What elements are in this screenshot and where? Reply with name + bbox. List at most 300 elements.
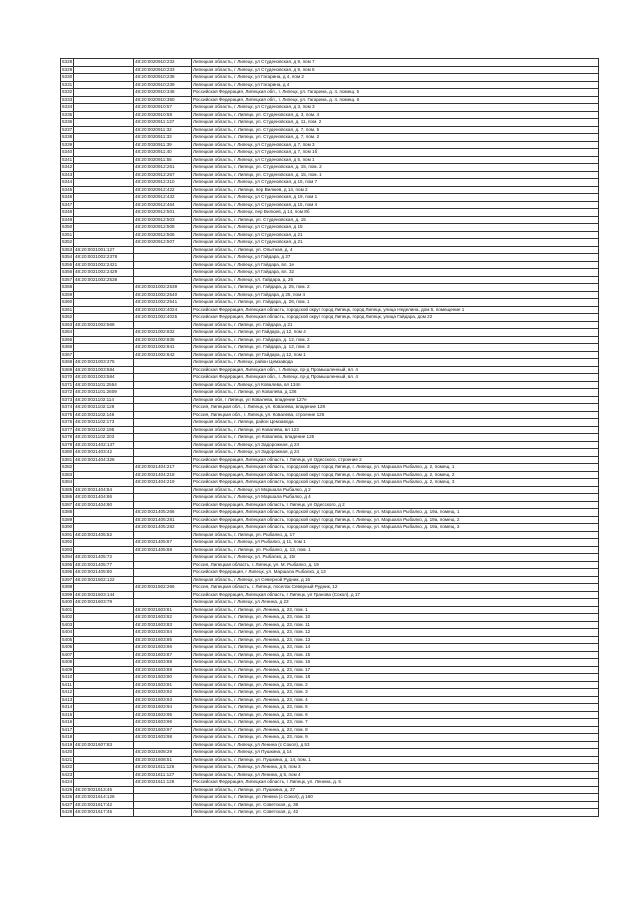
object-number-cell: 48:20:0020912:422	[134, 186, 192, 194]
parcel-number-cell	[74, 344, 134, 352]
parcel-number-cell	[74, 636, 134, 644]
row-number-cell: 5394	[62, 554, 73, 560]
row-number-cell: 5362	[62, 314, 73, 320]
parcel-number-cell	[74, 171, 134, 179]
address-cell: Липецкая область, г Липецк, ул Пушкина, д 14	[192, 749, 599, 757]
table-row	[61, 599, 599, 607]
object-number-cell	[134, 261, 192, 269]
table-row	[61, 209, 599, 217]
object-number-cell: 48:20:0021002:832	[134, 329, 192, 337]
table-row	[61, 531, 599, 539]
object-number-cell	[134, 501, 192, 509]
table-row	[61, 809, 599, 817]
address-cell: Российская Федерация, Липецкая обл., г. Липецк, ул. Гагарина, д. 4, помещ. 5	[192, 89, 599, 97]
parcel-number-cell: 48:20:0021002:2378	[74, 254, 134, 262]
table-row	[61, 224, 599, 232]
parcel-number-cell	[74, 291, 134, 299]
object-number-cell	[134, 561, 192, 569]
table-row	[61, 666, 599, 674]
table-row	[61, 591, 599, 599]
row-number-cell: 5352	[62, 239, 73, 245]
object-number-cell: 48:20:0021603:91	[134, 681, 192, 689]
row-number-cell: 5376	[62, 419, 73, 425]
table-row	[61, 66, 599, 74]
row-number-cell: 5401	[62, 606, 73, 612]
parcel-number-cell	[74, 104, 134, 112]
row-number-cell: 5399	[62, 591, 73, 597]
parcel-number-cell	[74, 179, 134, 187]
parcel-number-cell	[74, 464, 134, 472]
object-number-cell: 48:20:0020910:238	[134, 74, 192, 82]
object-number-cell: 48:20:0020912:507	[134, 239, 192, 247]
address-cell: Липецкая область, г. Липецк, ул. Советская, д. 36	[192, 801, 599, 809]
table-row	[61, 651, 599, 659]
address-cell: Липецкая область, г. Липецк, ул. Ленина, д. 23, пом. 10	[192, 614, 599, 622]
parcel-number-cell	[74, 186, 134, 194]
table-row	[61, 351, 599, 359]
object-number-cell	[134, 786, 192, 794]
parcel-number-cell	[74, 711, 134, 719]
parcel-number-cell	[74, 719, 134, 727]
row-number-cell: 5337	[62, 126, 73, 132]
address-cell: Липецкая область, г. Липецк, ул Ленина (с Сокол), д 160	[192, 794, 599, 802]
parcel-number-cell	[74, 666, 134, 674]
parcel-number-cell: 48:20:0021003:584	[74, 374, 134, 382]
row-number-cell: 5388	[62, 509, 73, 515]
table-row	[61, 411, 599, 419]
parcel-number-cell: 48:20:0021404:90	[74, 501, 134, 509]
table-row	[61, 306, 599, 314]
parcel-number-cell: 48:20:0021603:79	[74, 599, 134, 607]
address-cell: Липецкая область, г. Липецк, ул. Гайдара, д. 26, пом. 1	[192, 299, 599, 307]
object-number-cell: 48:20:0021603:97	[134, 726, 192, 734]
row-number-cell: 5400	[62, 599, 73, 605]
table-row	[61, 434, 599, 442]
table-row	[61, 156, 599, 164]
object-number-cell: 48:20:0020912:501	[134, 209, 192, 217]
row-number-cell: 5345	[62, 186, 73, 192]
table-row	[61, 479, 599, 487]
parcel-number-cell	[74, 629, 134, 637]
parcel-number-cell	[74, 194, 134, 202]
table-row	[61, 299, 599, 307]
address-cell: Липецкая область, г Липецк, ул Ленина, д 5, пом 4	[192, 771, 599, 779]
address-cell: Липецкая область, г Липецк, ул Задорожная, д 24	[192, 441, 599, 449]
table-row	[61, 509, 599, 517]
parcel-number-cell	[74, 59, 134, 67]
table-row	[61, 111, 599, 119]
row-number-cell: 5403	[62, 621, 73, 627]
address-cell: Липецкая область, г Липецк, ул Студеновская, д 9, пом 7	[192, 59, 599, 67]
address-cell: Российская Федерация, Липецкая область, г Липецк, ул Одесского, д 2	[192, 501, 599, 509]
table-row	[61, 419, 599, 427]
row-number-cell: 5365	[62, 336, 73, 342]
row-number-cell: 5332	[62, 89, 73, 95]
parcel-number-cell	[74, 351, 134, 359]
table-row	[61, 359, 599, 367]
object-number-cell	[134, 269, 192, 277]
object-number-cell: 48:20:0021611:127	[134, 771, 192, 779]
object-number-cell: 48:20:0021603:81	[134, 606, 192, 614]
address-cell: Липецкая область, г Липецк, пер Вилюев, д 14, пом 8б	[192, 209, 599, 217]
row-number-cell: 5366	[62, 344, 73, 350]
address-cell: Липецкая область, г. Липецк, ул. Студеновская, д. 11, пом. 2	[192, 119, 599, 127]
address-cell: Липецкая область, г Липецк, ул Студеновская, д 19, пом 1	[192, 194, 599, 202]
row-number-cell: 5421	[62, 756, 73, 762]
address-cell: Российская Федерация, Липецкая область, г Липецк, ул Одесского, строение 2	[192, 456, 599, 464]
parcel-number-cell	[74, 284, 134, 292]
table-row	[61, 569, 599, 577]
table-row	[61, 246, 599, 254]
address-cell: Российская Федерация, Липецкая область, городской округ город Липецк, г. Липецк, ул. Маршала Рыбалко, д. 19а, помещ. 1	[192, 509, 599, 517]
object-number-cell: 48:20:0021603:82	[134, 614, 192, 622]
object-number-cell: 48:20:0021002:842	[134, 351, 192, 359]
parcel-number-cell	[74, 164, 134, 172]
address-cell: Липецкая область, г. Липецк, ул Ковалева, д 136	[192, 389, 599, 397]
parcel-number-cell	[74, 726, 134, 734]
parcel-number-cell	[74, 141, 134, 149]
object-number-cell: 48:20:0020912:464	[134, 201, 192, 209]
row-number-cell: 5397	[62, 576, 73, 582]
address-cell: Липецкая обл, г Липецк, ул Ковалева, владение 127е	[192, 396, 599, 404]
object-number-cell	[134, 494, 192, 502]
object-number-cell: 48:20:0020910:58	[134, 111, 192, 119]
address-cell: Липецкая область, г Липецк, ул Ленина (с Сокол), д 53	[192, 741, 599, 749]
object-number-cell: 48:20:0021603:83	[134, 621, 192, 629]
address-cell: Липецкая область, г. Липецк, ул. Ленина, д. 23, пом. 18	[192, 674, 599, 682]
address-cell: Липецкая область, г Липецк, район Цемзавода	[192, 359, 599, 367]
row-number-cell: 5391	[62, 531, 73, 537]
object-number-cell: 48:20:0020910:348	[134, 89, 192, 97]
object-number-cell	[134, 599, 192, 607]
table-row	[61, 381, 599, 389]
parcel-number-cell	[74, 111, 134, 119]
address-cell: Липецкая область, г. Липецк, ул. Ленина, д. 23, пом. 4	[192, 696, 599, 704]
row-number-cell: 5339	[62, 141, 73, 147]
row-number-cell: 5348	[62, 209, 73, 215]
row-number-cell: 5372	[62, 389, 73, 395]
table-row	[61, 704, 599, 712]
address-cell: Российская Федерация, Липецкая область, г Липецк, ул Гранова (Сокол), д 17	[192, 591, 599, 599]
parcel-number-cell	[74, 96, 134, 104]
row-number-cell: 5373	[62, 396, 73, 402]
table-row	[61, 689, 599, 697]
row-number-cell: 5368	[62, 359, 73, 365]
object-number-cell	[134, 794, 192, 802]
address-cell: Липецкая область, г. Липецк, ул. Пушкина, д. 14, пом. 1	[192, 756, 599, 764]
table-row	[61, 374, 599, 382]
parcel-number-cell	[74, 606, 134, 614]
object-number-cell: 48:20:0021404:217	[134, 464, 192, 472]
row-number-cell: 5344	[62, 179, 73, 185]
table-row	[61, 239, 599, 247]
row-number-cell: 5426	[62, 794, 73, 800]
address-cell: Липецкая область, г. Липецк, ул. Студеновская, д. 15	[192, 216, 599, 224]
object-number-cell	[134, 576, 192, 584]
table-row	[61, 539, 599, 547]
address-cell: Липецкая область, г. Липецк, ул. Советская, д. 42	[192, 809, 599, 817]
row-number-cell: 5424	[62, 779, 73, 785]
table-row	[61, 779, 599, 787]
row-number-cell: 5347	[62, 201, 73, 207]
address-cell: Липецкая область, г Липецк, ул Гайдара, д 27	[192, 254, 599, 262]
object-number-cell: 48:20:0021603:93	[134, 696, 192, 704]
address-cell: Липецкая область, г Липецк, ул Студеновская, д 3, пом 3	[192, 104, 599, 112]
parcel-number-cell	[74, 546, 134, 554]
parcel-number-cell	[74, 764, 134, 772]
object-number-cell	[134, 449, 192, 457]
parcel-number-cell: 48:20:0021403:42	[74, 449, 134, 457]
row-number-cell: 5336	[62, 119, 73, 125]
table-row	[61, 644, 599, 652]
row-number-cell: 5389	[62, 516, 73, 522]
table-row	[61, 336, 599, 344]
parcel-number-cell	[74, 306, 134, 314]
address-cell: Липецкая область, г. Липецк, ул. Пушкина, д. 37	[192, 786, 599, 794]
table-row	[61, 771, 599, 779]
object-number-cell	[134, 321, 192, 329]
table-row	[61, 636, 599, 644]
row-number-cell: 5353	[62, 246, 73, 252]
parcel-number-cell	[74, 696, 134, 704]
parcel-number-cell: 48:20:0021002:2429	[74, 269, 134, 277]
parcel-number-cell	[74, 336, 134, 344]
table-row	[61, 404, 599, 412]
parcel-number-cell	[74, 614, 134, 622]
table-row	[61, 554, 599, 562]
row-number-cell: 5420	[62, 749, 73, 755]
row-number-cell: 5423	[62, 771, 73, 777]
row-number-cell: 5350	[62, 224, 73, 230]
parcel-number-cell: 48:20:0021613:45	[74, 786, 134, 794]
row-number-cell: 5411	[62, 681, 72, 687]
parcel-number-cell	[74, 224, 134, 232]
address-cell: Липецкая область, г Липецк, ул Ковалева, вл 134п	[192, 381, 599, 389]
table-row	[61, 471, 599, 479]
parcel-number-cell	[74, 329, 134, 337]
parcel-number-cell	[74, 674, 134, 682]
table-row	[61, 134, 599, 142]
row-number-cell: 5378	[62, 434, 73, 440]
table-row	[61, 801, 599, 809]
row-number-cell: 5330	[62, 74, 73, 80]
table-row	[61, 659, 599, 667]
table-row	[61, 329, 599, 337]
object-number-cell: 48:20:0020912:506	[134, 231, 192, 239]
parcel-number-cell: 48:20:0021404:84	[74, 486, 134, 494]
parcel-number-cell	[74, 239, 134, 247]
row-number-cell: 5335	[62, 111, 73, 117]
table-row	[61, 216, 599, 224]
object-number-cell: 48:20:0021405:67	[134, 539, 192, 547]
object-number-cell: 48:20:0020911:33	[134, 134, 192, 142]
address-cell: Россия, Липецкая обл., г. Липецк, ул. Ковалева, владение 128	[192, 404, 599, 412]
object-number-cell	[134, 359, 192, 367]
parcel-number-cell	[74, 584, 134, 592]
object-number-cell: 48:20:0020910:233	[134, 66, 192, 74]
row-number-cell: 5355	[62, 261, 73, 267]
row-number-cell: 5334	[62, 104, 73, 110]
object-number-cell: 48:20:0021002:835	[134, 336, 192, 344]
address-cell: Липецкая область, г. Липецк, ул. Ленина, д. 23, пом. 5	[192, 704, 599, 712]
address-cell: Липецкая область, г. Липецк, ул Ковалева, вл 123	[192, 426, 599, 434]
object-number-cell: 48:20:0021603:86	[134, 644, 192, 652]
parcel-number-cell	[74, 749, 134, 757]
row-number-cell: 5427	[62, 801, 73, 807]
row-number-cell: 5396	[62, 569, 73, 575]
object-number-cell: 48:20:0021002:4025	[134, 314, 192, 322]
table-row	[61, 629, 599, 637]
parcel-number-cell: 48:20:0021502:122	[74, 576, 134, 584]
object-number-cell: 48:20:0020912:432	[134, 194, 192, 202]
parcel-number-cell: 48:20:0021101:2554	[74, 381, 134, 389]
table-row	[61, 171, 599, 179]
parcel-number-cell: 48:20:0021102:128	[74, 404, 134, 412]
parcel-number-cell	[74, 216, 134, 224]
parcel-number-cell: 48:20:0021404:326	[74, 456, 134, 464]
parcel-number-cell: 48:20:0021101:2609	[74, 389, 134, 397]
table-row	[61, 231, 599, 239]
table-row	[61, 164, 599, 172]
address-cell: Липецкая область, г Липецк, ул Студеновская, д 15, пом 4	[192, 201, 599, 209]
row-number-cell: 5422	[62, 764, 73, 770]
row-number-cell: 5405	[62, 636, 73, 642]
table-row	[61, 344, 599, 352]
object-number-cell	[134, 411, 192, 419]
object-number-cell	[134, 741, 192, 749]
row-number-cell: 5418	[62, 734, 73, 740]
object-number-cell	[134, 801, 192, 809]
table-row	[61, 276, 599, 284]
row-number-cell: 5392	[62, 539, 73, 545]
object-number-cell: 48:20:0020912:503	[134, 216, 192, 224]
table-row	[61, 494, 599, 502]
row-number-cell: 5351	[62, 231, 73, 237]
table-row	[61, 96, 599, 104]
table-row	[61, 321, 599, 329]
row-number-cell: 5377	[62, 426, 73, 432]
object-number-cell: 48:20:0020912:310	[134, 179, 192, 187]
object-number-cell	[134, 254, 192, 262]
row-number-cell: 5414	[62, 704, 73, 710]
address-cell: Российская Федерация, Липецкая область, городской округ город Липецк, город Липецк, улица Неделина, дом 5, помещение 1	[192, 306, 599, 314]
row-number-cell: 5409	[62, 666, 73, 672]
address-cell: Липецкая область, г Липецк, ул Гайдара, вл. 32	[192, 269, 599, 277]
address-cell: Липецкая область, г. Липецк, ул. Ленина, д. 23, пом. 17	[192, 666, 599, 674]
table-row	[61, 366, 599, 374]
table-row	[61, 254, 599, 262]
table-row	[61, 584, 599, 592]
address-cell: Российская Федерация, Липецкая обл., г. Липецк, пр-д Промышленный, вл. 4	[192, 374, 599, 382]
object-number-cell: 48:20:0020911:55	[134, 156, 192, 164]
object-number-cell: 48:20:0021603:98	[134, 734, 192, 742]
row-number-cell: 5371	[62, 381, 73, 387]
address-cell: Липецкая область, г. Липецк, ул. Рыбалко, д. 17	[192, 531, 599, 539]
parcel-number-cell	[74, 516, 134, 524]
object-number-cell	[134, 591, 192, 599]
table-row	[61, 561, 599, 569]
row-number-cell: 5333	[62, 96, 73, 102]
row-number-cell: 5361	[62, 306, 73, 312]
object-number-cell	[134, 404, 192, 412]
row-number-cell: 5425	[62, 786, 73, 792]
object-number-cell: 48:20:0021002:2539	[134, 284, 192, 292]
row-number-cell: 5413	[62, 696, 73, 702]
parcel-number-cell	[74, 479, 134, 487]
row-number-cell: 5354	[62, 254, 73, 260]
address-cell: Российская Федерация, Липецкая область, городской округ город Липецк, г. Липецк, ул. Маршала Рыбалко, д. 19а, помещ. 2	[192, 516, 599, 524]
parcel-number-cell	[74, 509, 134, 517]
parcel-number-cell	[74, 524, 134, 532]
parcel-number-cell	[74, 771, 134, 779]
address-cell: Липецкая область, г Липецк, ул Маршала Рыбалко, д 2	[192, 486, 599, 494]
table-row	[61, 749, 599, 757]
table-row	[61, 734, 599, 742]
object-number-cell	[134, 419, 192, 427]
address-cell: Липецкая область, г Липецк, ул Ленина, д 5, пом 3	[192, 764, 599, 772]
row-number-cell: 5406	[62, 644, 73, 650]
parcel-number-cell	[74, 134, 134, 142]
address-cell: Липецкая область, г. Липецк, ул. Ленина, д. 23, пом. 7	[192, 719, 599, 727]
parcel-number-cell: 48:20:0021405:80	[74, 569, 134, 577]
row-number-cell: 5382	[62, 464, 73, 470]
object-number-cell: 48:20:0021405:281	[134, 516, 192, 524]
table-row	[61, 576, 599, 584]
address-cell: Российская Федерация, Липецкая обл., г. Липецк, пр-д Промышленный, вл. 4	[192, 366, 599, 374]
address-cell: Липецкая область, г Липецк, ул Студеновская, д 9, пом 8	[192, 66, 599, 74]
address-cell: Липецкая область, г. Липецк, ул. Ленина, д. 23, пом. 12	[192, 629, 599, 637]
address-cell: Липецкая область, г. Липецк, ул. Ленина, д. 23, пом. 16	[192, 659, 599, 667]
address-cell: Липецкая область, г. Липецк, ул. Ленина, д. 23, пом. 9	[192, 734, 599, 742]
parcel-number-cell: 48:20:0021617:42	[74, 801, 134, 809]
object-number-cell: 48:20:0020912:508	[134, 224, 192, 232]
table-row	[61, 104, 599, 112]
address-cell: Липецкая область, г. Липецк, ул. Рыбалко, д. 13, пом. 1	[192, 546, 599, 554]
object-number-cell: 48:20:0021611:126	[134, 764, 192, 772]
object-number-cell: 48:20:0021603:95	[134, 711, 192, 719]
object-number-cell	[134, 389, 192, 397]
row-number-cell: 5386	[62, 494, 73, 500]
row-number-cell: 5374	[62, 404, 73, 410]
table-row	[61, 719, 599, 727]
address-cell: Липецкая область, г. Липецк, ул Гайдара, д 12, пом 1	[192, 351, 599, 359]
row-number-cell: 5398	[62, 584, 73, 590]
table-row	[61, 74, 599, 82]
parcel-number-cell	[74, 621, 134, 629]
parcel-number-cell: 48:20:0021102:114	[74, 396, 134, 404]
object-number-cell	[134, 434, 192, 442]
address-cell: Липецкая область, г. Липецк, ул. Опытная, д. 4	[192, 246, 599, 254]
row-number-cell: 5358	[62, 284, 73, 290]
object-number-cell	[134, 569, 192, 577]
address-cell: Липецкая область, г Липецк, ул Задорожная, д 24	[192, 449, 599, 457]
parcel-number-cell	[74, 209, 134, 217]
table-row	[61, 711, 599, 719]
row-number-cell: 5381	[62, 456, 73, 462]
table-row	[61, 741, 599, 749]
table-row	[61, 284, 599, 292]
parcel-number-cell: 48:20:0021405:72	[74, 554, 134, 562]
object-number-cell	[134, 554, 192, 562]
row-number-cell: 5341	[62, 156, 73, 162]
row-number-cell: 5370	[62, 374, 73, 380]
parcel-number-cell: 48:20:0021102:195	[74, 426, 134, 434]
row-number-cell: 5380	[62, 449, 73, 455]
object-number-cell	[134, 381, 192, 389]
object-number-cell: 48:20:0021603:96	[134, 719, 192, 727]
row-number-cell: 5383	[62, 471, 73, 477]
row-number-cell: 5357	[62, 276, 73, 282]
